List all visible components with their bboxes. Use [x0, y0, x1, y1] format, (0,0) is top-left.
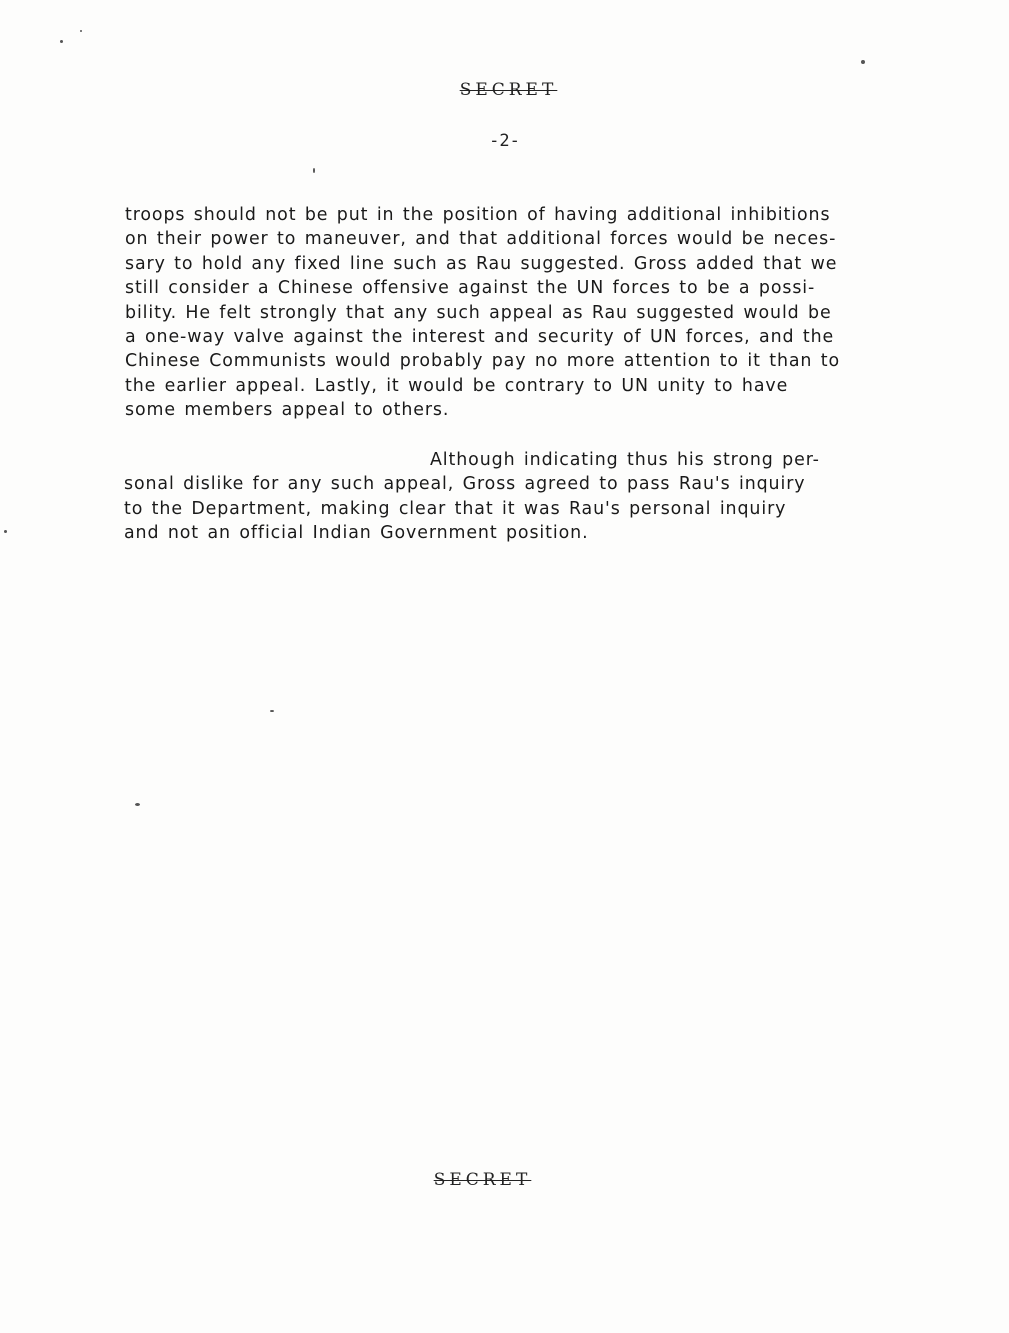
scan-speck [135, 803, 140, 806]
paragraph-1-line: on their power to maneuver, and that additional forces would be neces- [125, 229, 837, 250]
classification-header: SECRET [459, 80, 558, 100]
scan-speck [861, 60, 865, 64]
scan-speck [60, 40, 63, 43]
paragraph-1-line: Chinese Communists would probably pay no more attention to it than to [125, 351, 841, 372]
paragraph-1-line: bility. He felt strongly that any such appeal as Rau suggested would be [125, 302, 832, 323]
paragraph-2-line: sonal dislike for any such appeal, Gross agreed to pass Rau's inquiry [124, 474, 806, 495]
scan-speck [270, 710, 274, 712]
classification-footer: SECRET [433, 1170, 532, 1190]
scan-speck [80, 30, 82, 32]
scan-speck [4, 530, 7, 533]
page-number: -2- [489, 131, 520, 151]
paragraph-1-line: troops should not be put in the position of having additional inhibitions [125, 205, 831, 225]
paragraph-1 [125, 203, 905, 423]
paragraph-1-line: some members appeal to others. [125, 400, 450, 421]
paragraph-1-line: the earlier appeal. Lastly, it would be contrary to UN unity to have [125, 375, 789, 396]
paragraph-2-line: to the Department, making clear that it was Rau's personal inquiry [124, 498, 787, 519]
paragraph-1-line: a one-way valve against the interest and security of UN forces, and the [125, 326, 835, 347]
paragraph-1-line: still consider a Chinese offensive against the UN forces to be a possi- [125, 278, 816, 299]
paragraph-2 [124, 448, 904, 546]
paragraph-2-line: Although indicating thus his strong per- [430, 450, 820, 470]
paragraph-2-line: and not an official Indian Government position. [124, 523, 589, 544]
scan-speck [313, 168, 315, 173]
paragraph-1-line: sary to hold any fixed line such as Rau suggested. Gross added that we [125, 253, 838, 274]
